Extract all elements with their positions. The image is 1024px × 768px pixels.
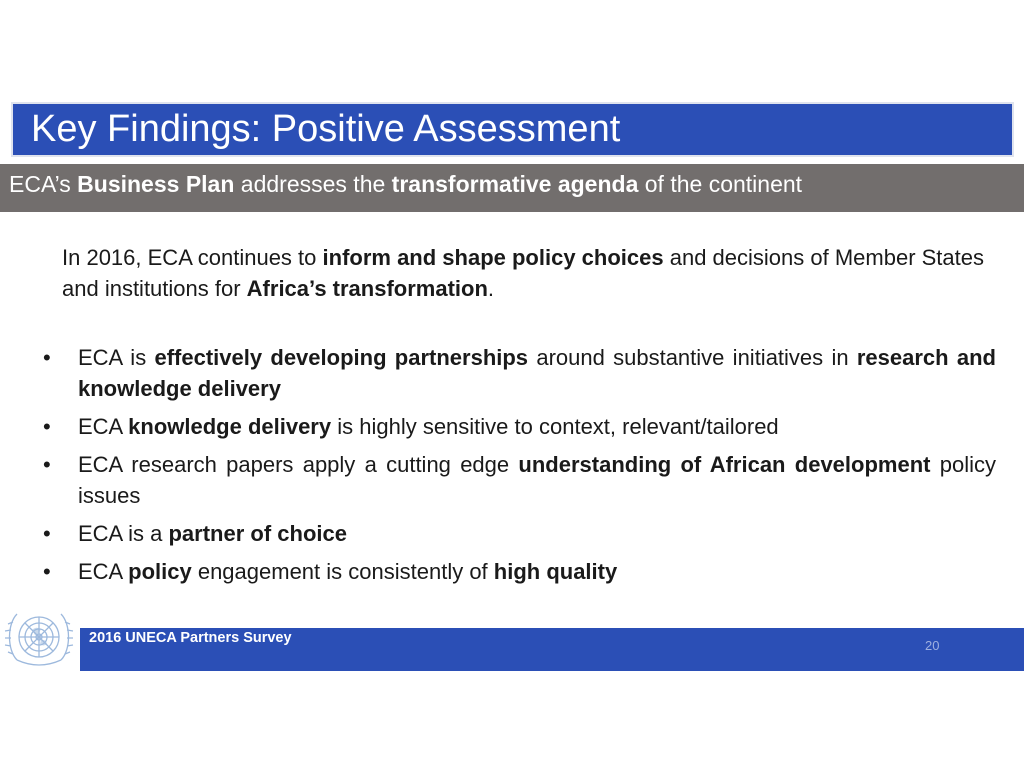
findings-list bbox=[43, 342, 996, 594]
slide-subtitle bbox=[9, 164, 802, 204]
list-item bbox=[43, 556, 996, 587]
bullet-text: ECA is a bbox=[78, 521, 169, 546]
footer-label: 2016 UNECA Partners Survey bbox=[89, 630, 292, 646]
subtitle-text-3: of the continent bbox=[638, 171, 803, 197]
subtitle-bar bbox=[0, 164, 1024, 212]
un-emblem-icon bbox=[1, 602, 77, 672]
bullet-text: ECA bbox=[78, 559, 129, 584]
bullet-text: ECA research papers apply a cutting edge bbox=[78, 452, 519, 477]
subtitle-bold-2: transformative agenda bbox=[391, 171, 639, 197]
slide-title: Key Findings: Positive Assessment bbox=[31, 108, 621, 150]
title-bar bbox=[11, 102, 1014, 157]
list-item bbox=[43, 449, 996, 511]
bullet-text: policy issues bbox=[78, 452, 997, 508]
bullet-dot: • bbox=[43, 414, 51, 439]
subtitle-text-2: addresses the bbox=[234, 171, 392, 197]
footer-bar bbox=[80, 628, 1024, 671]
intro-text-3: . bbox=[487, 276, 495, 301]
bullet-dot: • bbox=[43, 345, 51, 370]
list-item bbox=[43, 342, 996, 404]
bullet-bold: high quality bbox=[493, 559, 618, 584]
intro-paragraph bbox=[62, 242, 992, 304]
intro-text-1: In 2016, ECA continues to bbox=[62, 245, 323, 270]
bullet-bold: effectively developing partnerships bbox=[154, 345, 529, 370]
list-item bbox=[43, 411, 996, 442]
list-item bbox=[43, 518, 996, 549]
intro-bold-2: Africa’s transformation bbox=[246, 276, 488, 301]
bullet-text: ECA bbox=[78, 414, 129, 439]
bullet-bold: partner of choice bbox=[168, 521, 347, 546]
page-number: 20 bbox=[925, 638, 940, 653]
bullet-bold: knowledge delivery bbox=[128, 414, 332, 439]
bullet-dot: • bbox=[43, 559, 51, 584]
bullet-bold: research and knowledge delivery bbox=[78, 345, 996, 401]
bullet-text: around substantive initiatives in bbox=[528, 345, 857, 370]
bullet-dot: • bbox=[43, 452, 51, 477]
subtitle-bold-1: Business Plan bbox=[77, 171, 235, 197]
bullet-text: engagement is consistently of bbox=[191, 559, 494, 584]
subtitle-text-1: ECA’s bbox=[9, 171, 78, 197]
bullet-text: ECA is bbox=[78, 345, 155, 370]
bullet-bold: understanding of African development bbox=[518, 452, 931, 477]
intro-text-2: and decisions of Member States and institutions for bbox=[62, 245, 984, 301]
bullet-dot: • bbox=[43, 521, 51, 546]
intro-bold-1: inform and shape policy choices bbox=[322, 245, 664, 270]
bullet-text: is highly sensitive to context, relevant/tailored bbox=[331, 414, 779, 439]
bullet-bold: policy bbox=[128, 559, 192, 584]
